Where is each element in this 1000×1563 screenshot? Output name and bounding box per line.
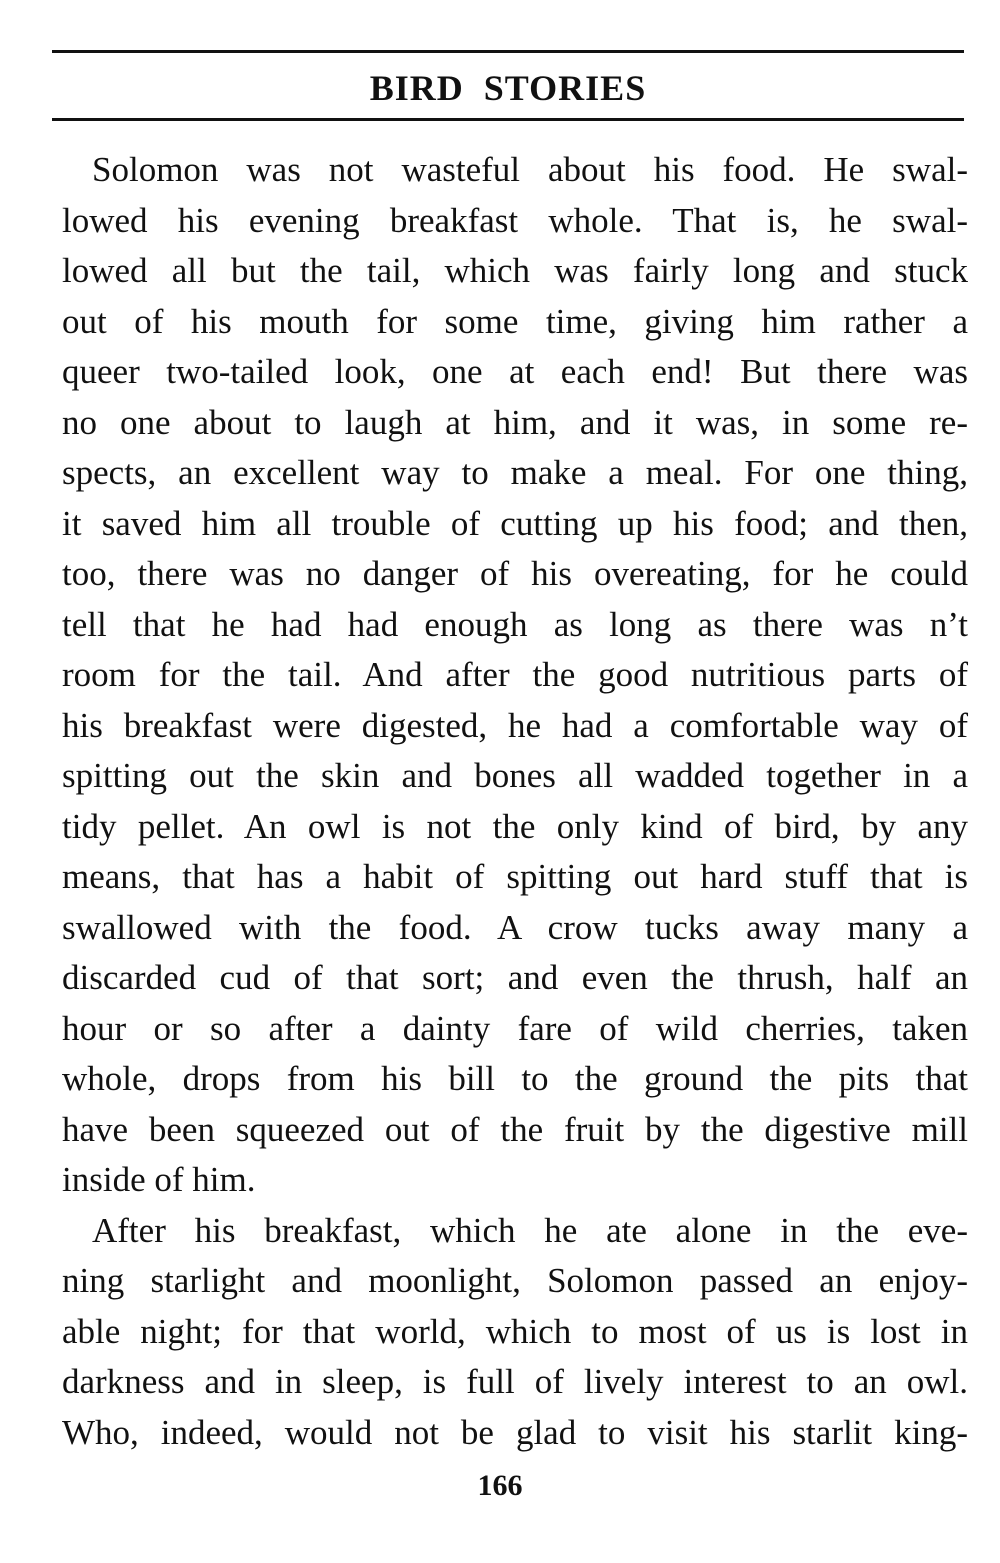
text-line: hour or so after a dainty fare of wild cherries, taken — [62, 1008, 968, 1048]
header-rule-top — [52, 50, 964, 53]
text-line: Who, indeed, would not be glad to visit his starlit king- — [62, 1412, 968, 1452]
text-line: lowed his evening breakfast whole. That is, he swal- — [62, 200, 968, 240]
text-line: have been squeezed out of the fruit by the digestive mill — [62, 1109, 968, 1149]
text-line: ning starlight and moonlight, Solomon passed an enjoy- — [62, 1261, 968, 1300]
text-line: After his breakfast, which he ate alone in the eve- — [92, 1210, 968, 1250]
text-line: darkness and in sleep, is full of lively interest to an owl. — [62, 1362, 968, 1401]
page-number: 166 — [477, 1469, 523, 1502]
text-line: able night; for that world, which to most of us is lost in — [62, 1311, 968, 1351]
text-line: swallowed with the food. A crow tucks away many a — [62, 907, 968, 947]
text-line: inside of him. — [62, 1160, 256, 1199]
text-line: lowed all but the tail, which was fairly long and stuck — [62, 251, 968, 290]
text-line: spects, an excellent way to make a meal. For one thing, — [62, 453, 968, 492]
text-line: queer two-tailed look, one at each end! But there was — [62, 352, 968, 391]
text-line: discarded cud of that sort; and even the thrush, half an — [62, 958, 968, 997]
text-line: tidy pellet. An owl is not the only kind of bird, by any — [62, 806, 968, 846]
text-line: his breakfast were digested, he had a comfortable way of — [62, 705, 968, 745]
body-text — [62, 145, 968, 1458]
text-line: it saved him all trouble of cutting up his food; and then, — [62, 503, 968, 543]
header-rule-bottom — [52, 118, 964, 121]
text-line: tell that he had had enough as long as there was n’t — [62, 604, 968, 644]
running-head: BIRD STORIES — [369, 68, 647, 108]
text-line: means, that has a habit of spitting out hard stuff that is — [62, 857, 968, 896]
text-line: whole, drops from his bill to the ground the pits that — [62, 1059, 968, 1098]
text-line: room for the tail. And after the good nutritious parts of — [62, 655, 968, 694]
text-line: spitting out the skin and bones all wadded together in a — [62, 756, 968, 795]
text-line: no one about to laugh at him, and it was, in some re- — [62, 402, 968, 442]
text-line: out of his mouth for some time, giving him rather a — [62, 301, 968, 341]
text-line: Solomon was not wasteful about his food. He swal- — [92, 150, 968, 189]
text-line: too, there was no danger of his overeating, for he could — [62, 554, 968, 593]
